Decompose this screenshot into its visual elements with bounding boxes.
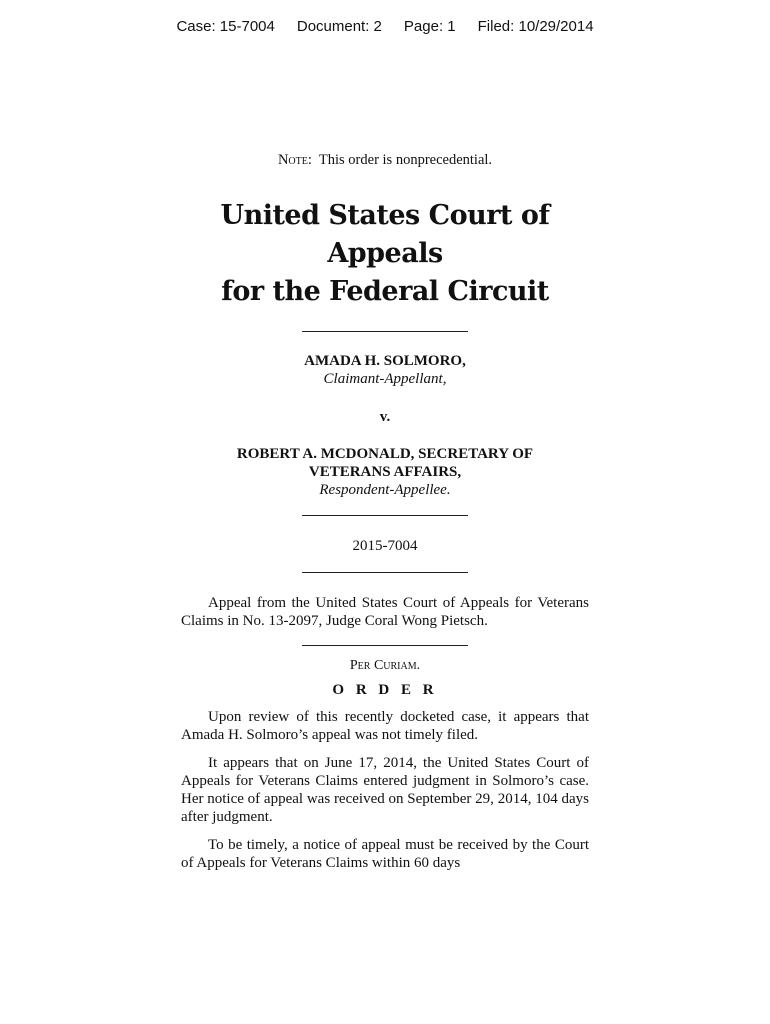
precedential-note xyxy=(181,152,589,169)
divider-rule xyxy=(302,331,468,332)
filing-header xyxy=(0,18,770,35)
order-paragraph-2: It appears that on June 17, 2014, the United States Court of Appeals for Veterans Claims entered judgment in Solmoro’s case. Her notice of appeal was received on September 29, 2014, 104 days after judgment. xyxy=(181,755,589,825)
note-label: Note: xyxy=(277,152,312,168)
docket-number: 2015-7004 xyxy=(352,538,418,554)
court-title xyxy=(181,197,589,311)
per-curiam: Per Curiam. xyxy=(349,658,421,673)
order-paragraph-3: To be timely, a notice of appeal must be received by the Court of Appeals for Veterans Claims within 60 days xyxy=(181,837,589,871)
appellee-name-line1: ROBERT A. MCDONALD, SECRETARY OF xyxy=(236,446,534,462)
divider-rule xyxy=(302,572,468,573)
note-text: This order is nonprecedential. xyxy=(318,152,493,168)
appeal-origin: Appeal from the United States Court of Appeals for Veterans Claims in No. 13-2097, Judge Coral Wong Pietsch. xyxy=(181,595,589,629)
appellee-block xyxy=(181,445,589,499)
court-title-line2: for the Federal Circuit xyxy=(221,276,549,307)
appellee-name-line2: VETERANS AFFAIRS, xyxy=(308,464,462,480)
divider-rule xyxy=(302,515,468,516)
case-number: Case: 15-7004 xyxy=(176,18,275,35)
appellee-role: Respondent-Appellee. xyxy=(319,482,451,498)
court-title-line1: United States Court of Appeals xyxy=(220,200,550,269)
appellant-block xyxy=(181,352,589,388)
appellant-role: Claimant-Appellant, xyxy=(323,371,447,387)
divider-rule xyxy=(302,645,468,646)
appellant-name: AMADA H. SOLMORO, xyxy=(304,353,466,369)
filed-date: Filed: 10/29/2014 xyxy=(477,18,594,35)
order-paragraph-1: Upon review of this recently docketed case, it appears that Amada H. Solmoro’s appeal was not timely filed. xyxy=(181,709,589,743)
document-number: Document: 2 xyxy=(296,18,382,35)
page-number: Page: 1 xyxy=(403,18,456,35)
order-heading: O R D E R xyxy=(332,682,438,698)
document-body xyxy=(181,152,589,872)
versus-label: v. xyxy=(379,409,391,425)
